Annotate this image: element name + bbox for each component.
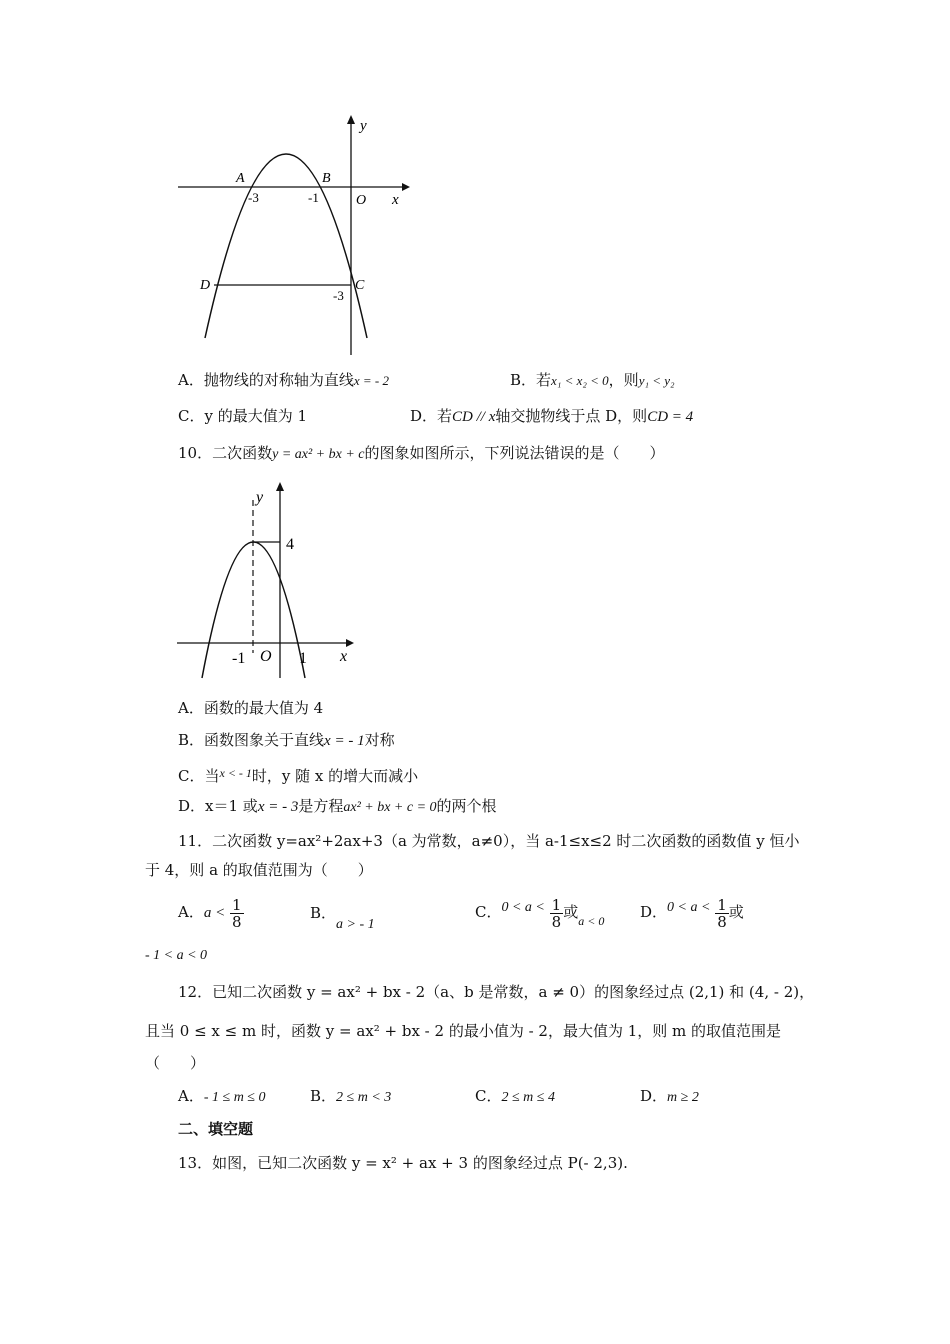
q12-option-b: B．2 ≤ m < 3 [310,1087,392,1105]
q9-option-c: C．y 的最大值为 1 [178,407,308,425]
pos1-label: 1 [299,650,307,667]
origin-label: O [356,193,367,208]
neg1-label: -1 [232,650,246,667]
axis-y-label: y [256,489,264,506]
q11-stem-line1: 11．二次函数 y=ax²+2ax+3（a 为常数，a≠0），当 a-1≤x≤2 时二次函数的函数值 y 恒小 [178,832,800,850]
max-value-label: 4 [286,536,294,553]
x-axis-arrow [346,639,354,647]
q10-option-c: C．当$^{x < - 1}$时，y 随 x 的增大而减小 [178,766,419,785]
fraction-one-eighth: $\frac{1}{8}$ [717,895,727,931]
origin-label: O [260,648,272,665]
q12-option-c: C．2 ≤ m ≤ 4 [475,1087,555,1105]
q10-option-a: A．函数的最大值为 4 [178,699,324,717]
q12-option-d: D．m ≥ 2 [640,1087,699,1105]
tick-b-label: -1 [308,190,319,205]
point-d-label: D [200,278,211,293]
axis-y-label: y [360,118,367,134]
fraction-one-eighth: $\frac{1}{8}$ [232,895,242,931]
tick-c-label: -3 [333,288,344,303]
q10-option-b: B．函数图象关于直线x = - 1对称 [178,731,395,749]
section-title: 二、填空题 [178,1120,254,1138]
parabola-curve [205,154,367,338]
q12-option-a: A．- 1 ≤ m ≤ 0 [178,1087,266,1105]
q12-stem-line3: （ ） [145,1054,206,1072]
axis-x-label: x [340,648,348,665]
figure-2-parabola [172,478,362,683]
q11-option-c: C．0 < a < $\frac{1}{8}$ 或$_{a < 0}$ [475,895,605,931]
q12-stem-line2: 且当 0 ≤ x ≤ m 时，函数 y = ax² + bx - 2 的最小值为 - 2，最大值为 1，则 m 的取值范围是 [145,1022,782,1040]
q11-option-b: B．a > - 1 [310,904,375,932]
axis-x-label: x [392,192,399,208]
q13-stem: 13．如图，已知二次函数 y = x² + ax + 3 的图象经过点 P(- 2,3). [178,1154,628,1172]
q11-option-d: D．0 < a < $\frac{1}{8}$ 或 [640,895,744,931]
q11-option-d-continued: - 1 < a < 0 [145,948,208,963]
q10-option-d: D．x＝1 或x = - 3是方程ax² + bx + c = 0的两个根 [178,797,497,815]
point-c-label: C [355,278,365,293]
x-axis-arrow [402,183,410,191]
q9-option-d: D．若CD // x轴交抛物线于点 D，则CD = 4 [410,407,694,425]
tick-a-label: -3 [248,190,259,205]
fraction-one-eighth: $\frac{1}{8}$ [551,895,562,931]
point-a-label: A [236,171,245,186]
q11-stem-line2: 于 4，则 a 的取值范围为（ ） [145,861,373,879]
y-axis-arrow [347,115,355,124]
q9-option-a: A．抛物线的对称轴为直线x = - 2 [178,371,389,389]
point-b-label: B [322,171,331,186]
q9-option-b: B．若x₁ < x₂ < 0，则y₁ < y₂ [510,371,675,389]
q12-stem-line1: 12．已知二次函数 y = ax² + bx - 2（a、b 是常数，a ≠ 0）的图象经过点 (2,1) 和 (4, - 2)， [178,983,815,1001]
q10-stem: 10．二次函数y = ax² + bx + c的图象如图所示，下列说法错误的是（ ） [178,444,665,462]
figure-1-parabola [170,110,410,360]
y-axis-arrow [276,482,284,491]
q11-option-a: A．a < $\frac{1}{8}$ [178,895,242,931]
